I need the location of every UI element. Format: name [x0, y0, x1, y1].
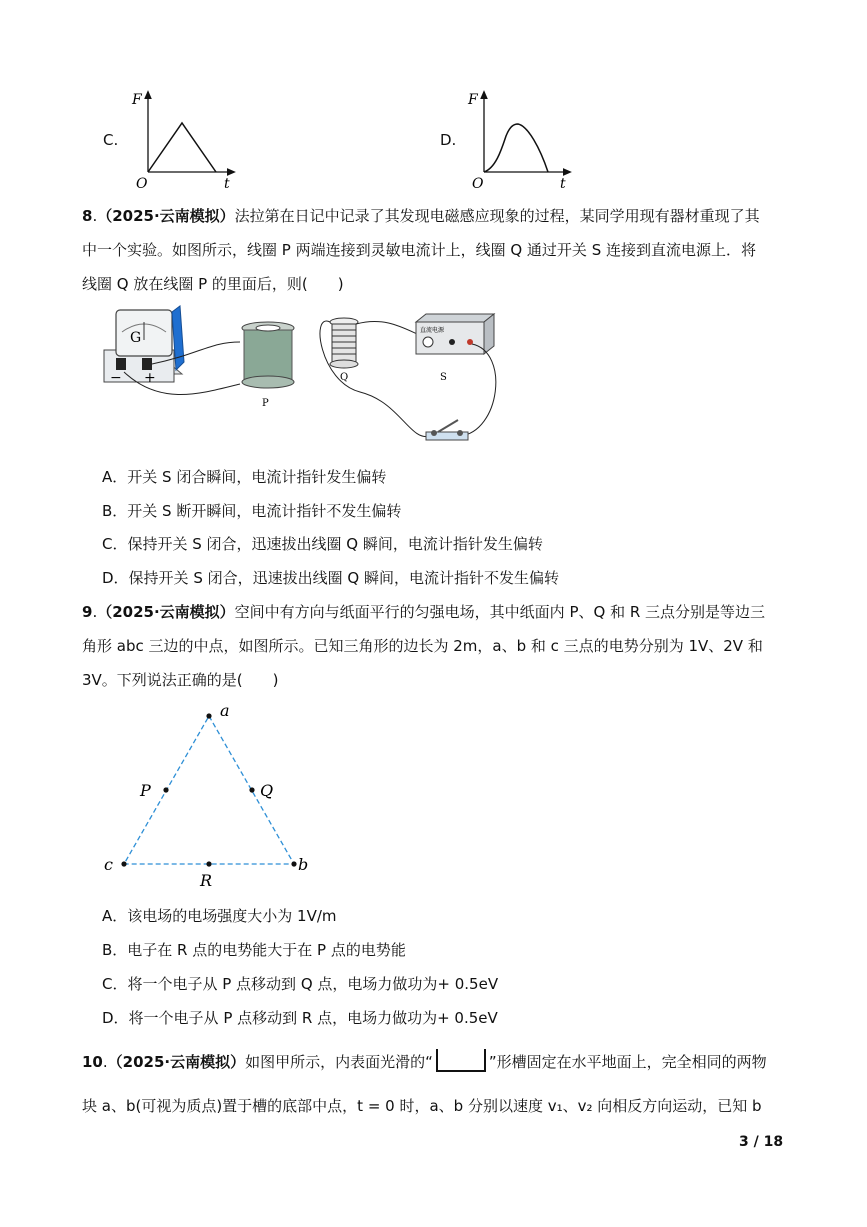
q8-line2: 中一个实验。如图所示，线圈 P 两端连接到灵敏电流计上，线圈 Q 通过开关 S 连接到直流电源上．将	[82, 241, 756, 259]
q9-number: 9	[82, 603, 93, 621]
q10-source: （2025·云南模拟）	[107, 1053, 246, 1071]
q8-source: （2025·云南模拟）	[97, 207, 235, 225]
label-q: Q	[260, 781, 274, 800]
page-number: 3 / 18	[739, 1134, 784, 1150]
q9-line3: 3V。下列说法正确的是( )	[82, 671, 279, 689]
galvanometer	[104, 306, 184, 386]
minus-terminal: −	[110, 370, 122, 386]
coil-p	[242, 322, 294, 409]
q10-number: 10	[82, 1053, 103, 1071]
u-shaped-slot-icon	[433, 1047, 489, 1073]
q9-option-d: D．将一个电子从 P 点移动到 R 点，电场力做功为+ 0.5eV	[102, 1009, 498, 1027]
power-supply-label: 直流电源	[420, 327, 445, 334]
q9-line2: 角形 abc 三边的中点，如图所示。已知三角形的边长为 2m，a、b 和 c 三点的电势分别为 1V、2V 和	[82, 637, 763, 655]
q8-text-1: 法拉第在日记中记录了其发现电磁感应现象的过程，某同学用现有器材重现了其	[234, 207, 760, 225]
point-q	[249, 787, 254, 792]
q8-option-c: C．保持开关 S 闭合，迅速拔出线圈 Q 瞬间，电流计指针发生偏转	[102, 535, 543, 553]
label-c: c	[104, 855, 113, 874]
label-b: b	[298, 855, 309, 874]
graph-d	[466, 88, 576, 192]
switch	[426, 420, 468, 440]
point-r	[206, 861, 211, 866]
q9-option-b: B．电子在 R 点的电势能大于在 P 点的电势能	[102, 941, 406, 959]
q8-apparatus-figure	[100, 302, 520, 452]
q8-option-a: A．开关 S 闭合瞬间，电流计指针发生偏转	[102, 468, 387, 486]
graph-c	[130, 88, 240, 192]
y-axis-label: F	[132, 92, 142, 108]
q10-line2: 块 a、b(可视为质点)置于槽的底部中点，t = 0 时，a、b 分别以速度 v₁、v₂ 向相反方向运动，已知 b	[82, 1097, 762, 1115]
plus-terminal: +	[144, 370, 156, 386]
label-a: a	[220, 701, 230, 720]
q10-text-1a: 如图甲所示，内表面光滑的“	[245, 1053, 433, 1071]
label-r: R	[200, 871, 213, 890]
x-axis-label: t	[560, 176, 566, 192]
x-axis-label: t	[224, 176, 230, 192]
label-p: P	[140, 781, 151, 800]
curve	[484, 124, 548, 172]
q9-text-1: 空间中有方向与纸面平行的匀强电场，其中纸面内 P、Q 和 R 三点分别是等边三	[234, 603, 766, 621]
origin-label: O	[136, 176, 148, 192]
triangle-curve	[148, 123, 216, 172]
q8-line1: 8.（2025·云南模拟）法拉第在日记中记录了其发现电磁感应现象的过程，某同学用现有器材重现了其	[82, 207, 760, 225]
q10-line1: 10.（2025·云南模拟）如图甲所示，内表面光滑的“ ”形槽固定在水平地面上，完全相同的两物	[82, 1047, 767, 1073]
coil-p-label: P	[262, 398, 269, 409]
q9-option-c: C．将一个电子从 P 点移动到 Q 点，电场力做功为+ 0.5eV	[102, 975, 499, 993]
switch-label: S	[440, 372, 447, 383]
q8-option-d: D．保持开关 S 闭合，迅速拔出线圈 Q 瞬间，电流计指针不发生偏转	[102, 569, 559, 587]
q8-line3: 线圈 Q 放在线圈 P 的里面后，则( )	[82, 275, 344, 293]
point-b	[291, 861, 296, 866]
coil-q-label: Q	[340, 372, 349, 383]
option-c-label: C.	[103, 131, 119, 149]
q8-number: 8	[82, 207, 93, 225]
q8-option-b: B．开关 S 断开瞬间，电流计指针不发生偏转	[102, 502, 402, 520]
point-p	[163, 787, 168, 792]
galvanometer-label: G	[130, 330, 142, 346]
q9-line1: 9.（2025·云南模拟）空间中有方向与纸面平行的匀强电场，其中纸面内 P、Q 和 R 三点分别是等边三	[82, 603, 766, 621]
y-axis-label: F	[468, 92, 478, 108]
point-c	[121, 861, 126, 866]
origin-label: O	[472, 176, 484, 192]
q10-text-1b: ”形槽固定在水平地面上，完全相同的两物	[488, 1053, 767, 1071]
q9-triangle-figure	[98, 700, 328, 892]
q9-option-a: A．该电场的电场强度大小为 1V/m	[102, 907, 337, 925]
option-d-label: D.	[440, 131, 457, 149]
q9-source: （2025·云南模拟）	[97, 603, 235, 621]
point-a	[206, 713, 211, 718]
